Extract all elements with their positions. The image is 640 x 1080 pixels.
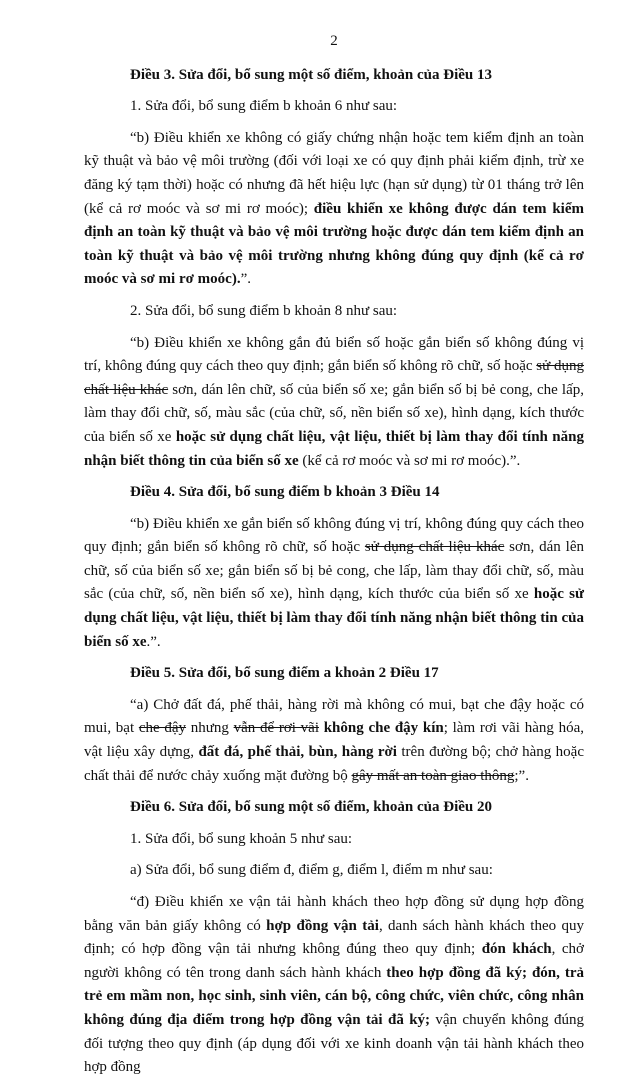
text-run: ”. [240, 271, 251, 288]
bold-text-run: hợp đồng vận tải [266, 917, 379, 934]
text-run: (kể cả rơ moóc và sơ mi rơ moóc).”. [298, 452, 521, 469]
bold-text-run: điều khiển xe không được dán tem kiểm định an toàn kỹ thuật và bảo vệ môi trường hoặc được dán tem kiểm định an toàn kỹ thuật và bảo vệ môi trường nhưng không đúng quy định (kể cả rơ moóc và sơ mi rơ moóc). [84, 200, 584, 288]
text-run: “đ) Điều khiển xe vận tải hành khách theo hợp đồng sử dụng hợp đồng bằng văn bản giấy không có [84, 894, 584, 934]
text-run: ;”. [514, 767, 529, 784]
bold-text-run: đất đá, phế thải, bùn, hàng rời [198, 744, 397, 761]
text-run: ; làm rơi vãi hàng hóa, vật liệu xây dựng, [84, 720, 584, 761]
article-6-point-dd [84, 891, 584, 1080]
strikethrough-text-run: vẫn để rơi vãi [233, 720, 319, 737]
bold-text-run: hoặc sử dụng chất liệu, vật liệu, thiết bị làm thay đổi tính năng nhận biết thông tin của biển số xe [84, 428, 584, 469]
article-3-item-1: 1. Sửa đổi, bổ sung điểm b khoản 6 như sau: [130, 98, 398, 115]
article-4-point-b [84, 513, 584, 655]
text-run: “b) Điều khiển xe gắn biển số không đúng vị trí, không đúng quy cách theo quy định; gắn biển số không rõ chữ, số hoặc [84, 515, 584, 556]
text-run: sơn, dán lên chữ, số của biển số xe; gắn biển số bị bẻ cong, che lấp, làm thay đổi chữ, số, màu sắc (của chữ, số, nền biển số xe), hình dạng, kích thước của biển số xe [84, 381, 585, 445]
text-run: “a) Chở đất đá, phế thải, hàng rời mà không có mui, bạt che đậy hoặc có mui, bạt [84, 696, 584, 737]
article-6-item-1: 1. Sửa đổi, bổ sung khoản 5 như sau: [130, 830, 353, 847]
article-3-point-b-6 [84, 127, 584, 292]
article-6-heading: Điều 6. Sửa đổi, bổ sung một số điểm, khoản của Điều 20 [130, 799, 492, 816]
strikethrough-text-run: gây mất an toàn giao thông [351, 767, 515, 784]
article-5-point-a [84, 694, 584, 788]
text-run: , chở người không có tên trong danh sách hành khách [84, 941, 584, 981]
strikethrough-text-run: sử dụng chất liệu khác [84, 358, 584, 398]
bold-text-run: đón khách [481, 941, 552, 958]
article-5-heading: Điều 5. Sửa đổi, bổ sung điểm a khoản 2 Điều 17 [130, 665, 439, 682]
text-run: “b) Điều khiển xe không có giấy chứng nhận hoặc tem kiểm định an toàn kỹ thuật và bảo vệ môi trường (đối với loại xe có quy định phải kiểm định, trừ xe đăng ký tạm thời) hoặc có nhưng đã hết hiệu lực (hạn sử dụng) từ 01 tháng trở lên (kể cả rơ moóc và sơ mi rơ moóc); [84, 129, 584, 217]
article-3-item-2: 2. Sửa đổi, bổ sung điểm b khoản 8 như sau: [130, 302, 398, 319]
page-number: 2 [330, 33, 338, 49]
text-run: .”. [146, 633, 161, 650]
text-run: trên đường bộ; chở hàng hoặc chất thải để nước chảy xuống mặt đường bộ [84, 744, 584, 784]
text-run: vận chuyển không đúng đối tượng theo quy định (áp dụng đối với xe kinh doanh vận tải hành khách theo hợp đồng [84, 1011, 584, 1076]
article-3-heading: Điều 3. Sửa đổi, bổ sung một số điểm, khoản của Điều 13 [130, 66, 492, 83]
article-6-item-1a: a) Sửa đổi, bổ sung điểm đ, điểm g, điểm l, điểm m như sau: [130, 862, 493, 879]
strikethrough-text-run: sử dụng chất liệu khác [364, 539, 505, 556]
text-run: nhưng [186, 720, 234, 737]
strikethrough-text-run: che đậy [138, 720, 187, 737]
bold-text-run: theo hợp đồng đã ký; đón, trả trẻ em mầm non, học sinh, sinh viên, cán bộ, công chức, viên chức, công nhân không đúng địa điểm trong hợp đồng vận tải đã ký; [84, 964, 584, 1028]
bold-text-run: không che đậy kín [319, 720, 444, 737]
text-run: “b) Điều khiển xe không gắn đủ biển số hoặc gắn biển số không đúng vị trí, không đúng quy cách theo quy định; gắn biển số không rõ chữ, số hoặc [84, 334, 584, 375]
article-3-point-b-8 [84, 332, 584, 474]
bold-text-run: hoặc sử dụng chất liệu, vật liệu, thiết bị làm thay đổi tính năng nhận biết thông tin của biển số xe [84, 586, 584, 650]
text-run: , danh sách hành khách theo quy định; có hợp đồng vận tải nhưng không đúng theo quy định; [84, 917, 584, 958]
article-4-heading: Điều 4. Sửa đổi, bổ sung điểm b khoản 3 Điều 14 [130, 484, 440, 501]
text-run: sơn, dán lên chữ, số của biển số xe; gắn biển số bị bẻ cong, che lấp, làm thay đổi chữ, số, màu sắc (của chữ, số, nền biển số xe), hình dạng, kích thước của biển số xe [84, 539, 584, 603]
